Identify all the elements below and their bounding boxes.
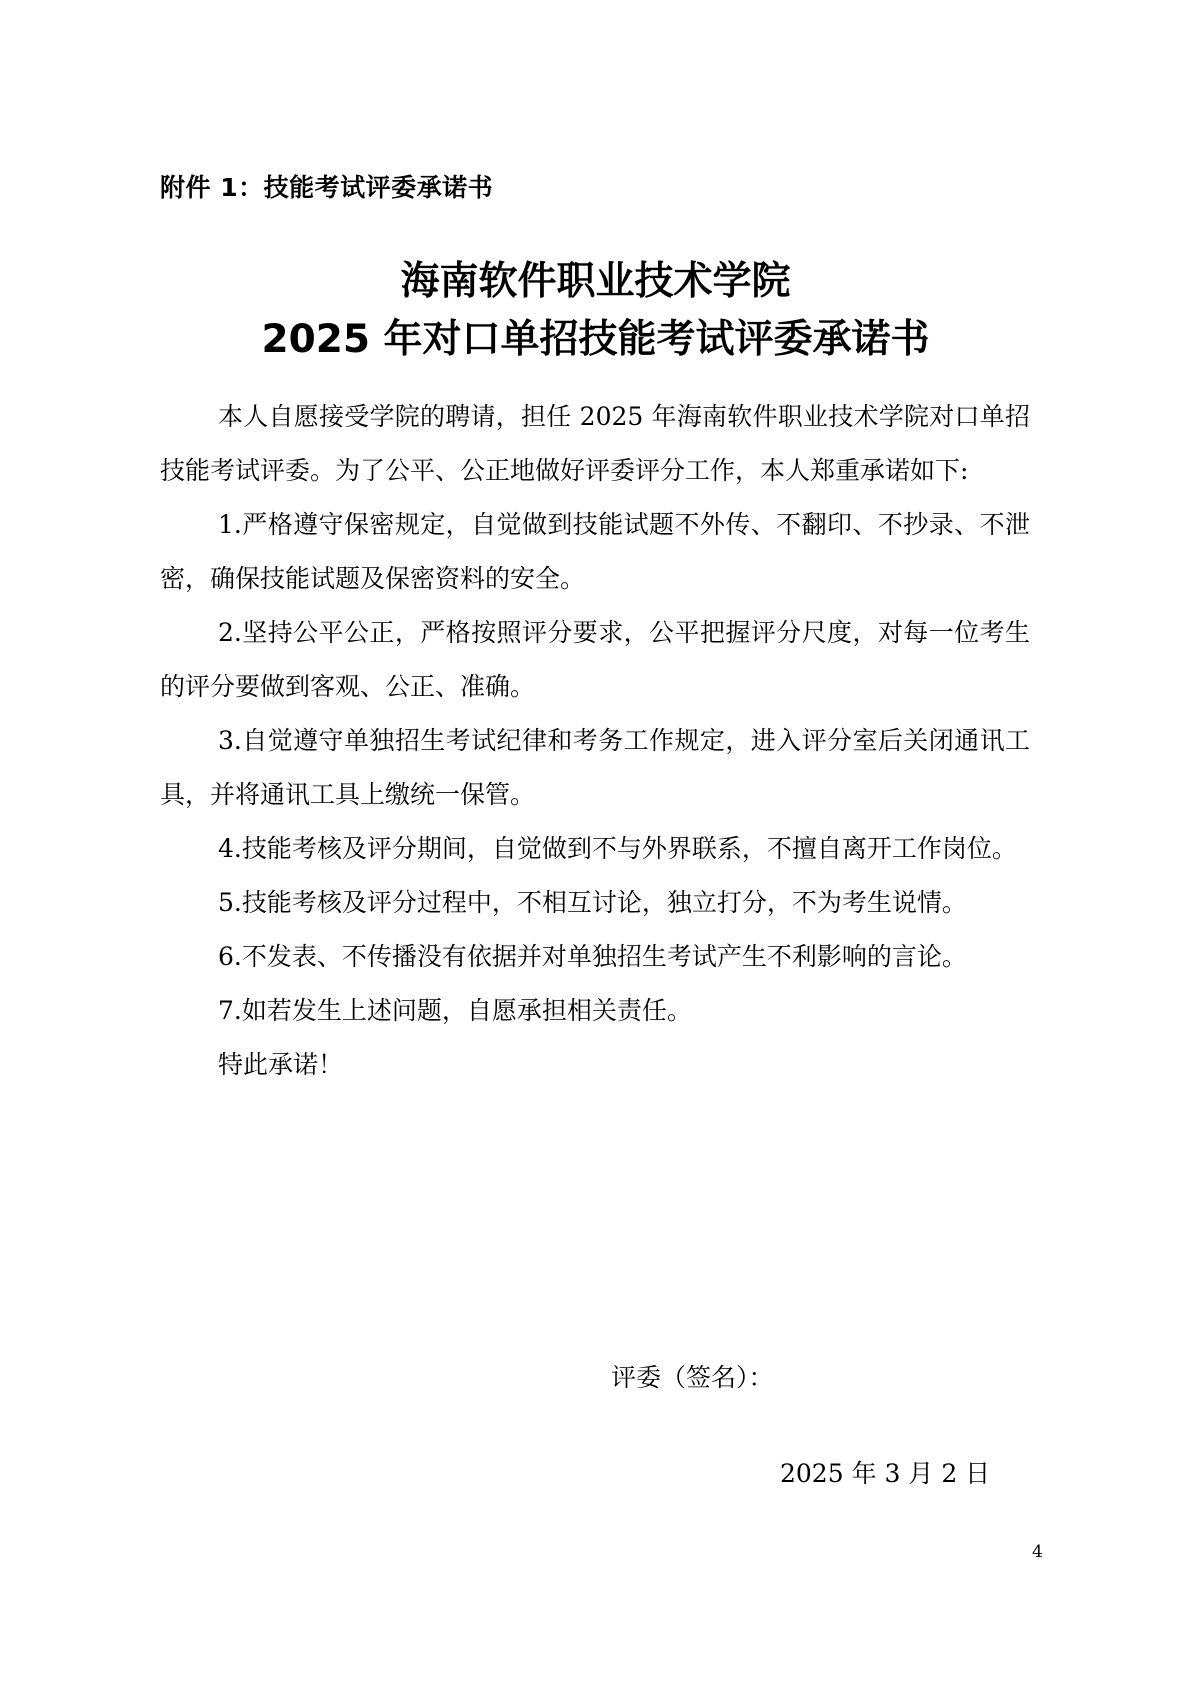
pledge-body bbox=[160, 390, 1030, 1092]
document-date: 2025 年 3 月 2 日 bbox=[780, 1459, 991, 1488]
pledge-item-7: 7.如若发生上述问题，自愿承担相关责任。 bbox=[218, 996, 692, 1025]
closing-statement: 特此承诺！ bbox=[218, 1050, 344, 1079]
pledge-item-1: 1.严格遵守保密规定，自觉做到技能试题不外传、不翻印、不抄录、不泄密，确保技能试题及保密资料的安全。 bbox=[160, 510, 1030, 593]
document-title-institution: 海南软件职业技术学院 bbox=[400, 259, 791, 304]
pledge-item-5: 5.技能考核及评分过程中，不相互讨论，独立打分，不为考生说情。 bbox=[218, 888, 967, 917]
pledge-item-6: 6.不发表、不传播没有依据并对单独招生考试产生不利影响的言论。 bbox=[218, 942, 967, 971]
intro-paragraph: 本人自愿接受学院的聘请，担任 2025 年海南软件职业技术学院对口单招技能考试评委。为了公平、公正地做好评委评分工作，本人郑重承诺如下: bbox=[160, 402, 1030, 485]
attachment-label: 附件 1：技能考试评委承诺书 bbox=[160, 173, 494, 202]
pledge-item-4: 4.技能考核及评分期间，自觉做到不与外界联系，不擅自离开工作岗位。 bbox=[218, 834, 1017, 863]
document-title: 2025 年对口单招技能考试评委承诺书 bbox=[261, 317, 930, 362]
pledge-item-3: 3.自觉遵守单独招生考试纪律和考务工作规定，进入评分室后关闭通讯工具，并将通讯工具上缴统一保管。 bbox=[160, 726, 1030, 809]
signature-label: 评委（签名）： bbox=[611, 1363, 774, 1392]
page-number: 4 bbox=[1032, 1542, 1043, 1562]
pledge-item-2: 2.坚持公平公正，严格按照评分要求，公平把握评分尺度，对每一位考生的评分要做到客观、公正、准确。 bbox=[160, 618, 1030, 701]
